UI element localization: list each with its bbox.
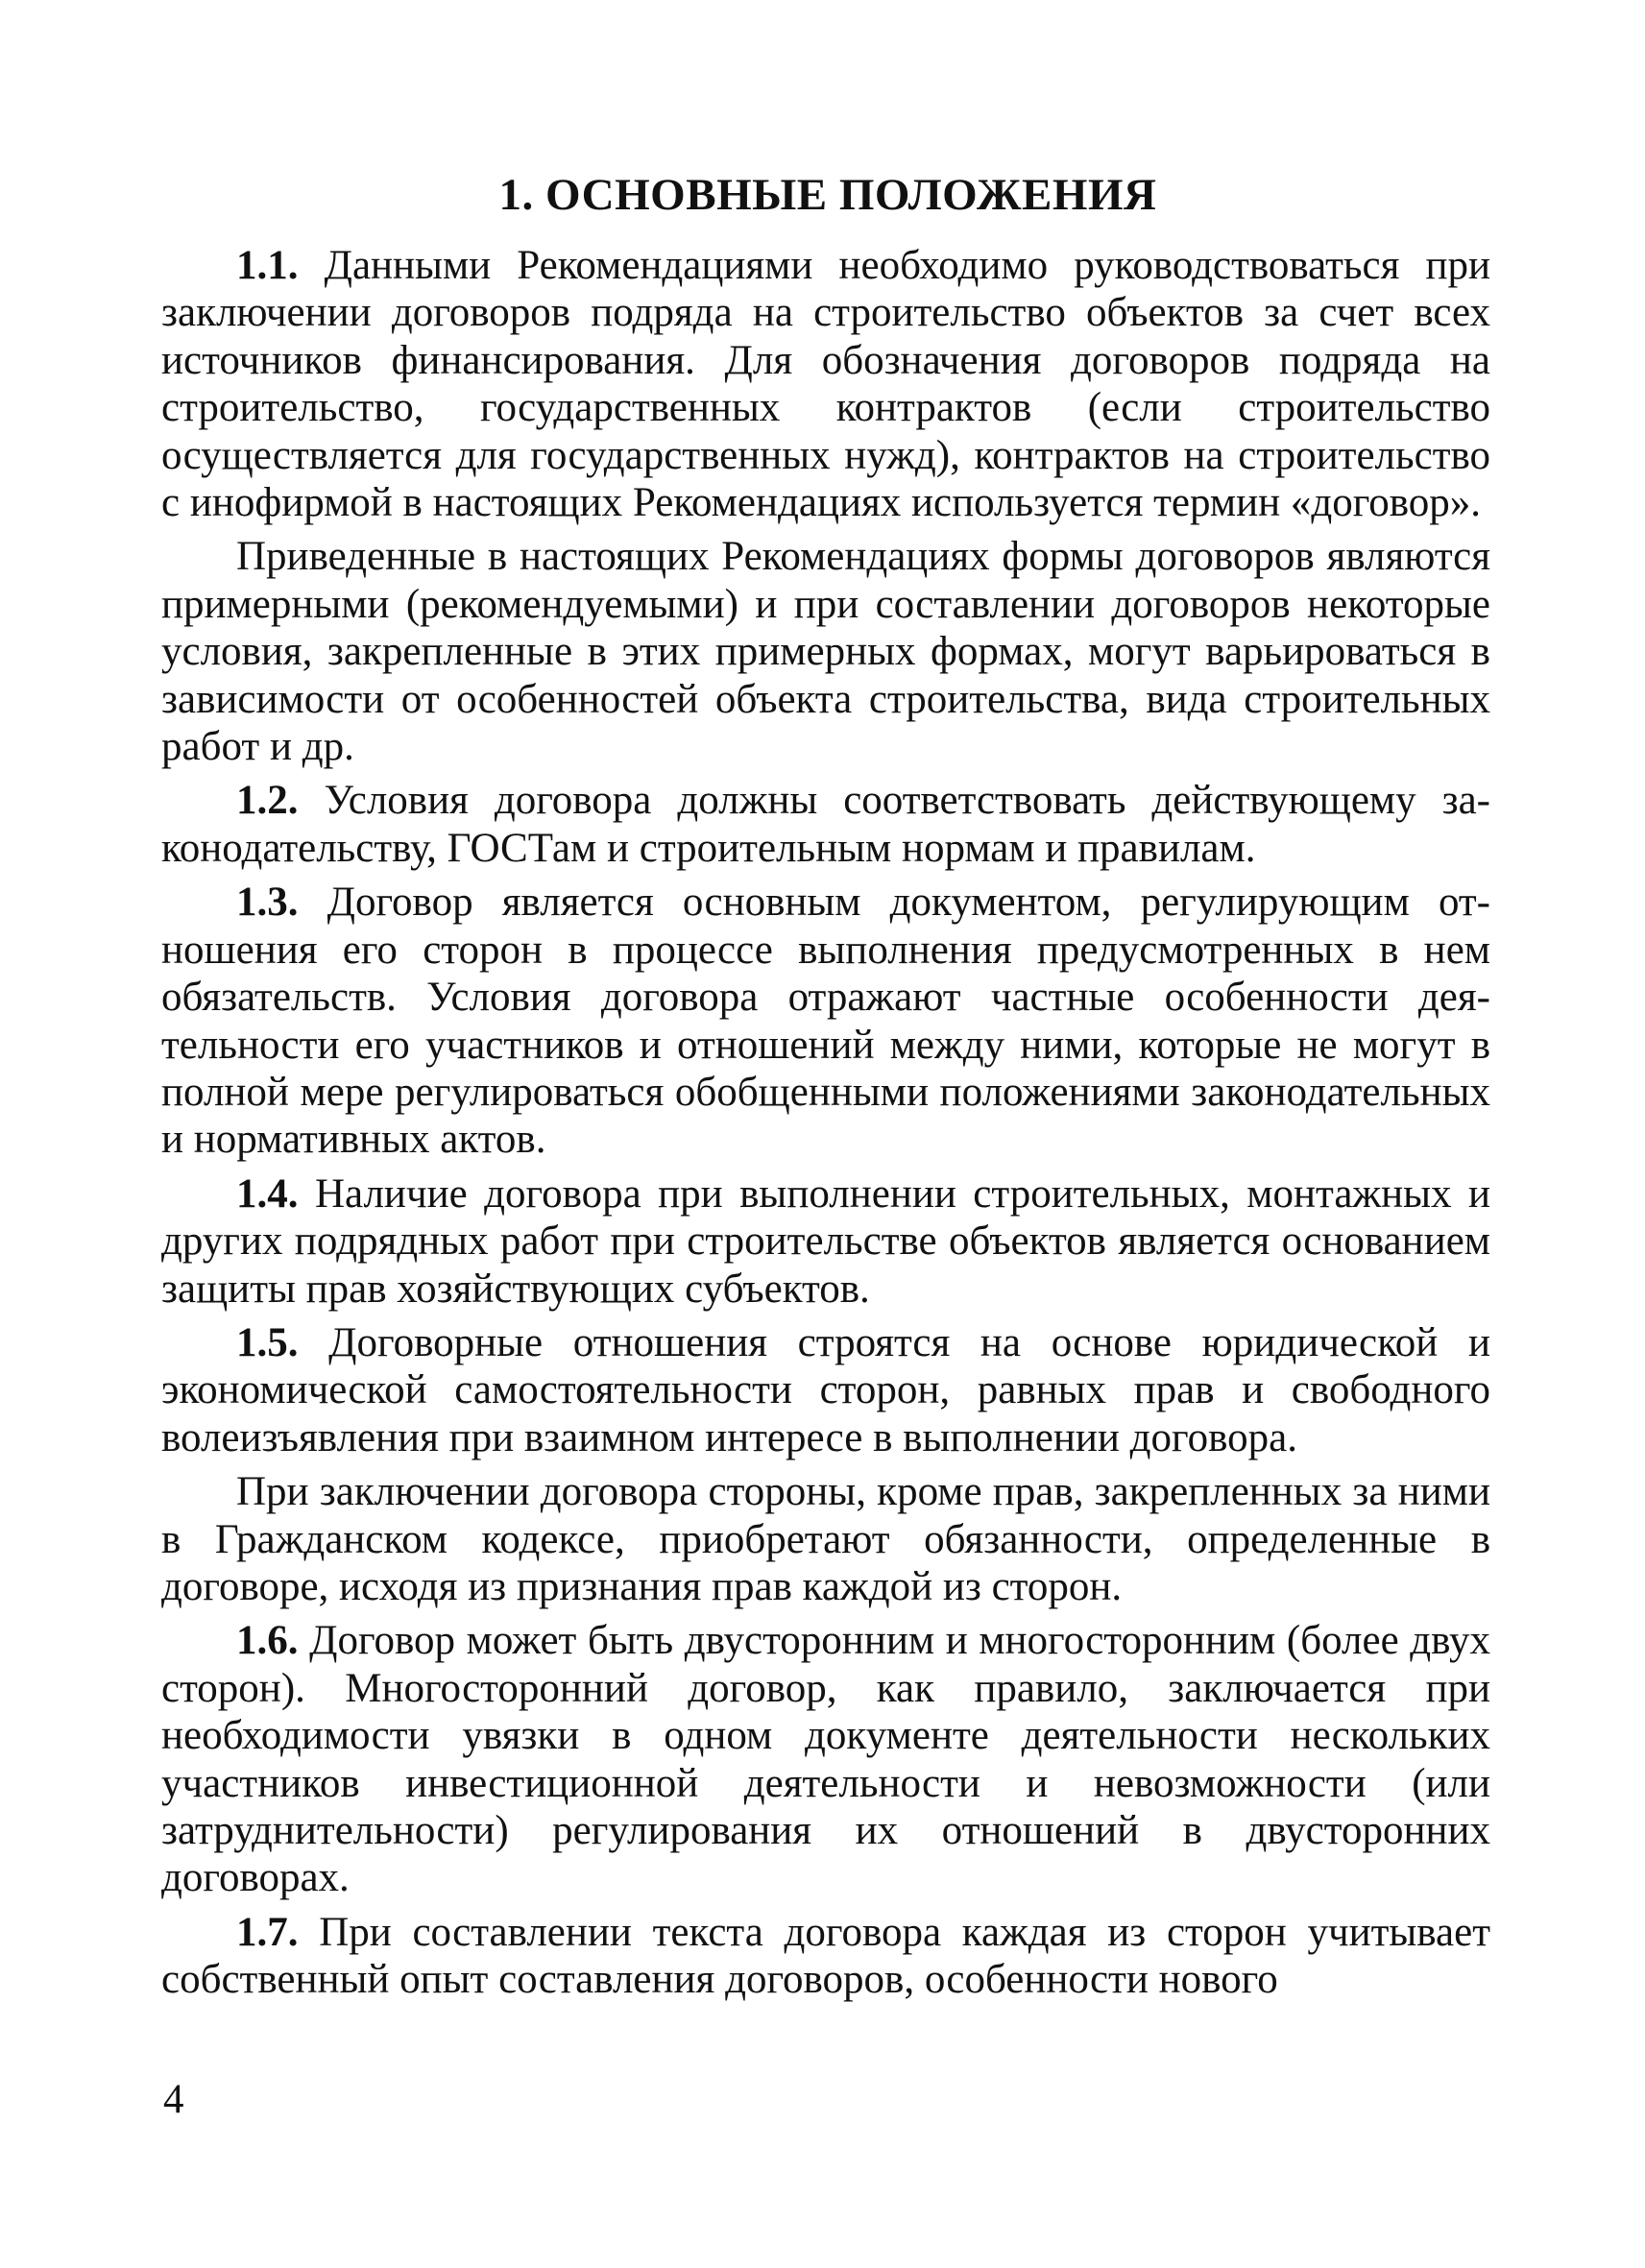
section-title: 1. ОСНОВНЫЕ ПОЛОЖЕНИЯ — [498, 170, 1157, 220]
paragraph-number: 1.6. — [236, 1618, 299, 1664]
paragraph-text: Наличие договора при выполнении строительных, монтажных и других подрядных работ при строительстве объектов является основанием защиты прав хозяйствующих субъектов. — [161, 1170, 1490, 1312]
paragraph-number: 1.3. — [236, 880, 299, 926]
paragraph-number: 1.4. — [236, 1170, 299, 1217]
section-body — [161, 242, 1490, 2011]
paragraph-text: Условия договора должны соответствовать действующему законодательству, ГОСТам и строительным нормам и правилам. — [161, 778, 1490, 871]
paragraph-number: 1.2. — [236, 778, 299, 824]
paragraph-1-3 — [161, 879, 1490, 1163]
paragraph-text: Приведенные в настоящих Рекомендациях формы договоров являются примерными (рекомендуемыми) и при составлении договоров некоторые условия, закрепленные в этих примерных формах, могут варьироваться в зависимости от особенностей объекта строительства, вида строительных работ и др. — [161, 534, 1490, 770]
paragraph-1-1 — [161, 242, 1490, 526]
paragraph-text: При составлении текста договора каждая из сторон учитывает собственный опыт составления договоров, особенности нового — [161, 1909, 1490, 2003]
paragraph-1-5 — [161, 1319, 1490, 1461]
paragraph-number: 1.1. — [236, 243, 299, 288]
paragraph-1-6 — [161, 1617, 1490, 1901]
paragraph-text: Договор является основным документом, регулирующим отношения его сторон в процессе выполнения предусмотренных в нем обязательств. Условия договора отражают частные особенности деятельности его участников и отношений между ними, которые не могут в полной мере регулироваться обобщенными положениями законодательных и нормативных актов. — [161, 880, 1490, 1163]
page-number: 4 — [163, 2077, 184, 2122]
paragraph-1-1-continued — [161, 533, 1490, 770]
paragraph-1-4 — [161, 1170, 1490, 1313]
paragraph-1-7 — [161, 1909, 1490, 2004]
paragraph-1-5-continued — [161, 1468, 1490, 1610]
paragraph-number: 1.5. — [236, 1319, 299, 1365]
paragraph-number: 1.7. — [236, 1909, 299, 1955]
paragraph-text: При заключении договора стороны, кроме прав, закрепленных за ними в Гражданском кодексе, приобретают обязанности, определенные в договоре, исходя из признания прав каждой из сторон. — [161, 1469, 1490, 1609]
paragraph-text: Договорные отношения строятся на основе юридической и экономической самостоятельности сторон, равных прав и свободного волеизъявления при взаимном интересе в выполнении договора. — [161, 1319, 1490, 1460]
paragraph-1-2 — [161, 777, 1490, 872]
paragraph-text: Данными Рекомендациями необходимо руководствоваться при заключении договоров подряда на строительство объектов за счет всех источников финансирования. Для обозначения договоров подряда на строительство, государственных контрактов (если строительство осуществляется для государственных нужд), контрактов на строительство с инофирмой в настоящих Рекомендациях используется термин «договор». — [161, 243, 1490, 526]
paragraph-text: Договор может быть двусторонним и многосторонним (более двух сторон). Многосторонний договор, как правило, заключается при необходимости увязки в одном документе деятельности нескольких участников инвестиционной деятельности и невозможности (или затруднительности) регулирования их отношений в двусторонних договорах. — [161, 1618, 1490, 1901]
